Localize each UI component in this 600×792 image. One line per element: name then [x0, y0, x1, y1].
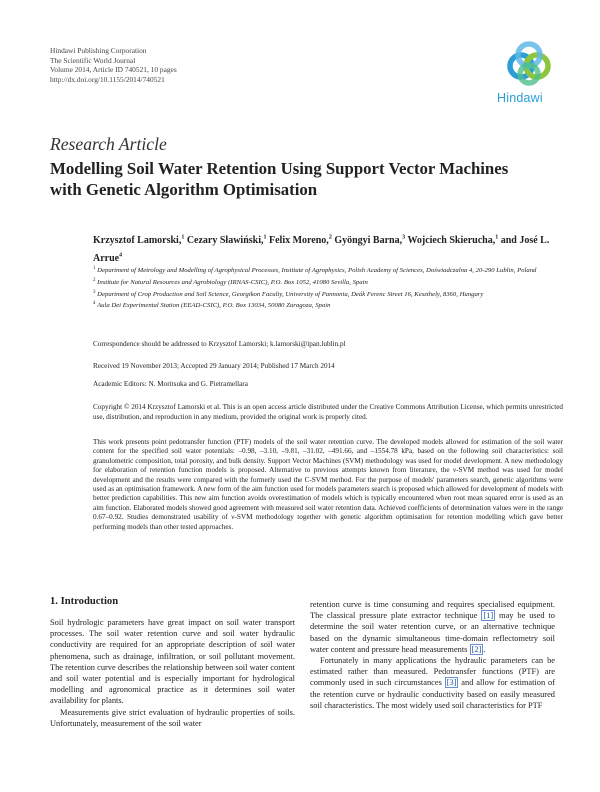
title-line-1: Modelling Soil Water Retention Using Support Vector Machines: [50, 159, 509, 178]
dates: Received 19 November 2013; Accepted 29 January 2014; Published 17 March 2014: [93, 362, 335, 370]
doi-link[interactable]: http://dx.doi.org/10.1155/2014/740521: [50, 74, 165, 84]
hindawi-logo-text: Hindawi: [497, 91, 543, 105]
journal-name: The Scientific World Journal: [50, 55, 136, 65]
publisher-line: Hindawi Publishing Corporation: [50, 46, 147, 55]
correspondence: Correspondence should be addressed to Krzysztof Lamorski; k.lamorski@ipan.lublin.pl: [93, 340, 346, 348]
academic-editors: Academic Editors: N. Moritsuka and G. Pietramellara: [93, 380, 248, 388]
author: Felix Moreno,$^2$: [269, 235, 332, 247]
volume-line: Volume 2014, Article ID 740521, 10 pages: [50, 65, 177, 75]
paragraph: Fortunately in many applications the hydraulic parameters can be estimated rather than measured. Pedotransfer functions (PTF) are commonly used in such circumstances [3] and allow for estimation of the retention curve or hydraulic conductivity based on easily measured soil characteristics. The most widely used soil characteristics for PTF: [310, 656, 555, 710]
paragraph: retention curve is time consuming and requires specialised equipment. The classical pressure plate extractor technique [1] may be used to determine the soil water retention curve, or an alternative technique based on the dynamic simultaneous time-domain reflectometry soil water content and pressure head measurements [2] .: [310, 600, 555, 654]
article-type: Research Article: [50, 134, 167, 154]
section-heading: 1. Introduction: [50, 596, 119, 607]
citation-link[interactable]: [1]: [483, 611, 494, 621]
affiliation: $^1$ Department of Metrology and Modelling of Agrophysical Processes, Institute of Agrophysics, Polish Academy of Sciences, Doświadczalna 4, 20-290 Lublin, Poland: [93, 266, 537, 275]
column-left: [50, 596, 295, 729]
author: Gyöngyi Barna,$^3$: [334, 235, 406, 247]
affiliation: $^3$ Department of Crop Production and Soil Science, Georgikon Faculty, University of Pannonia, Deák Ferenc Street 16, Keszthely, 8360, Hungary: [93, 289, 484, 298]
author: and José L. Arrue$^4$: [93, 235, 550, 264]
copyright-notice: Copyright © 2014 Krzysztof Lamorski et al. This is an open access article distributed under the Creative Commons Attribution License, which permits unrestricted use, distribution, and reproduction in any medium, provided the original work is properly cited.: [93, 403, 563, 421]
paragraph: Measurements give strict evaluation of hydraulic properties of soils. Unfortunately, measurement of the soil water: [50, 707, 295, 728]
affiliation: $^2$ Institute for Natural Resources and Agrobiology (IRNAS-CSIC), P.O. Box 1052, 41080 Sevilla, Spain: [93, 277, 368, 287]
article-title: [50, 158, 570, 200]
title-line-2: with Genetic Algorithm Optimisation: [50, 180, 318, 199]
paragraph: Soil hydrologic parameters have great impact on soil water transport processes. The soil water retention curve and soil water hydraulic conductivity are required for an appropriate description of soil water phenomena, such as drainage, infiltration, or soil pollutant movement. The retention curve describes the relationship between soil water content and soil water potential and is especially important for hydrological modelling and agronomical practice as it determines soil water availability for plants.: [50, 618, 295, 706]
author: Cezary Sławiński,$^1$: [186, 235, 267, 247]
abstract: This work presents point pedotransfer function (PTF) models of the soil water retention curve. The developed models allowed for estimation of the soil water content for the specified soil water potentials: –0.98, –3.10, –9.81, –31.02, –491.66, and –1554.78 kPa, based on the following soil characteristics: soil granulometric composition, total porosity, and bulk density. Support Vector Machines (SVM) methodology was used for model development. A new methodology for elaboration of retention function models is proposed. Alternative to previous attempts known from literature, the ν-SVM method was used for model development and the results were compared with the formerly used the C-SVM method. For the purpose of models' parameters search, genetic algorithms were used as an optimisation framework. A new form of the aim function used for models parameters search is proposed which allowed for development of models with better prediction capabilities. This new aim function avoids overestimation of models which is typically encountered when root mean squared error is used as an aim function. Elaborated models showed good agreement with measured soil water retention data. Achieved coefficients of determination values were in the range 0.67–0.92. Studies demonstrated usability of ν-SVM methodology together with genetic algorithm optimisation for retention modelling which gave better performing models than other tested approaches.: [93, 438, 563, 531]
column-right: [310, 599, 555, 711]
affiliation: $^4$ Aula Dei Experimental Station (EEAD-CSIC), P.O. Box 13034, 50080 Zaragoza, Spain: [93, 301, 331, 310]
author: Krzysztof Lamorski,$^1$: [93, 235, 185, 247]
author: Wojciech Skierucha,$^1$: [407, 235, 499, 247]
author-list: [93, 231, 563, 266]
citation-link[interactable]: [3]: [446, 678, 457, 688]
affiliations: [93, 264, 563, 311]
journal-header: [50, 46, 177, 84]
citation-link[interactable]: [2]: [471, 644, 482, 654]
